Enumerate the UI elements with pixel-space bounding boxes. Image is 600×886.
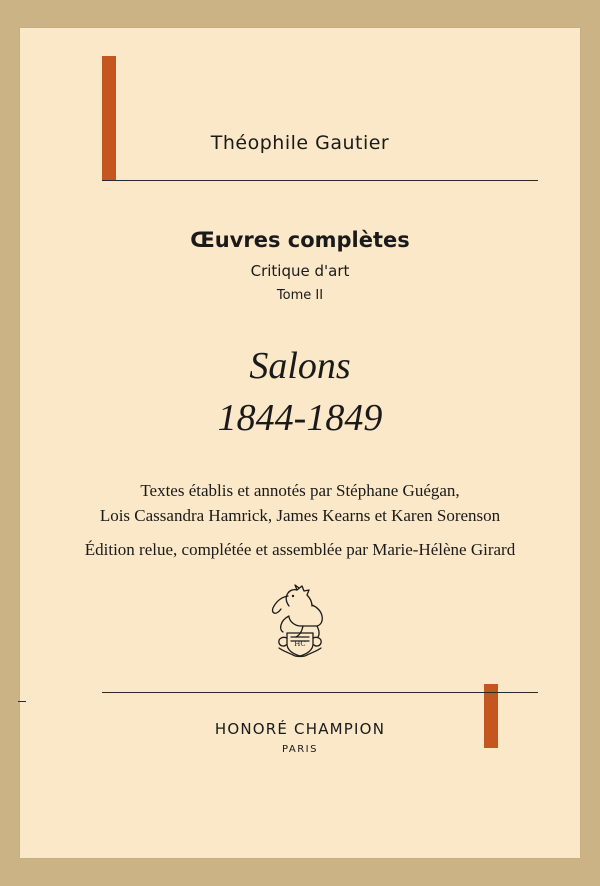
divider-left-tick xyxy=(18,701,26,702)
volume-number: Tome II xyxy=(276,288,324,303)
author-name: Théophile Gautier xyxy=(210,132,390,154)
publisher-city: PARIS xyxy=(282,744,318,755)
publisher-name: HONORÉ CHAMPION xyxy=(214,720,386,738)
credits-line-2: Lois Cassandra Hamrick, James Kearns et Karen Sorenson xyxy=(99,506,501,525)
accent-bar-top xyxy=(102,56,116,180)
rearing-horse-crest-emblem xyxy=(255,576,345,658)
publisher-emblem xyxy=(20,576,580,663)
divider-bottom xyxy=(102,692,538,693)
svg-text:HC: HC xyxy=(294,640,306,648)
accent-bar-bottom xyxy=(484,684,498,748)
main-title: Salons xyxy=(249,345,351,387)
divider-top xyxy=(102,180,538,181)
series-title: Œuvres complètes xyxy=(190,228,410,252)
credits-block xyxy=(20,478,580,528)
date-range: 1844-1849 xyxy=(217,397,383,439)
book-cover-page xyxy=(20,28,580,858)
series-subtitle: Critique d'art xyxy=(250,262,350,280)
edition-note: Édition relue, complétée et assemblée par Marie-Hélène Girard xyxy=(84,540,516,559)
credits-line-1: Textes établis et annotés par Stéphane Guégan, xyxy=(140,481,460,500)
